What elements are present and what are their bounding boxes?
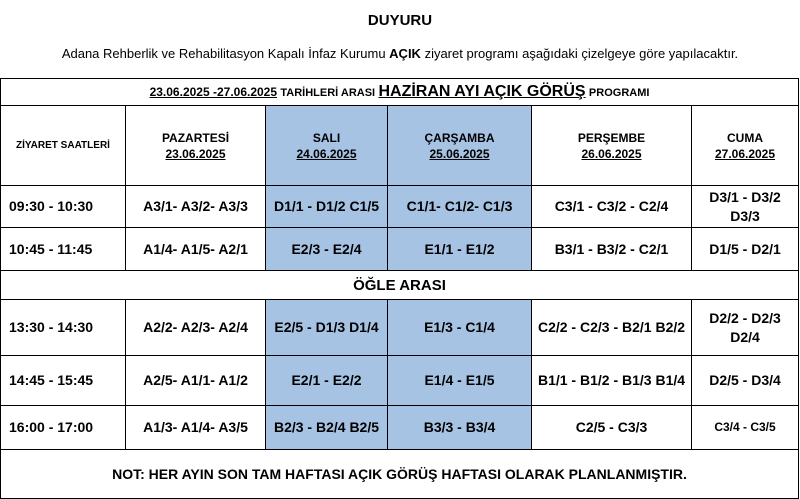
schedule-cell: B3/3 - B3/4	[388, 406, 532, 450]
caption-between: TARİHLERİ ARASI	[280, 87, 376, 99]
day-date: 25.06.2025	[429, 146, 490, 161]
schedule-cell: C2/2 - C2/3 - B2/1 B2/2	[532, 300, 692, 356]
lunch-break-row	[1, 271, 799, 300]
schedule-cell: D1/5 - D2/1	[692, 228, 799, 271]
schedule-cell: D1/1 - D1/2 C1/5	[266, 186, 388, 228]
caption-dates: 23.06.2025 -27.06.2025	[149, 85, 278, 99]
schedule-cell: E2/3 - E2/4	[266, 228, 388, 271]
notice-title: DUYURU	[367, 12, 433, 29]
lunch-break-label: ÖĞLE ARASI	[1, 271, 799, 300]
caption-program-name: HAZİRAN AYI AÇIK GÖRÜŞ	[378, 83, 586, 100]
notice-text	[0, 46, 800, 61]
time-slot: 16:00 - 17:00	[1, 406, 126, 450]
notice-text-end: ziyaret programı aşağıdaki çizelgeye göre yapılacaktır.	[420, 46, 739, 61]
day-name: CUMA	[727, 130, 763, 145]
schedule-cell: C3/1 - C3/2 - C2/4	[532, 186, 692, 228]
schedule-cell: A1/4- A1/5- A2/1	[126, 228, 266, 271]
schedule-cell: C2/5 - C3/3	[532, 406, 692, 450]
schedule-cell: E2/1 - E2/2	[266, 356, 388, 406]
day-date: 26.06.2025	[581, 146, 642, 161]
schedule-cell: E1/1 - E1/2	[388, 228, 532, 271]
day-header-friday	[692, 106, 799, 186]
day-name: PAZARTESİ	[161, 130, 230, 145]
schedule-cell: B3/1 - B3/2 - C2/1	[532, 228, 692, 271]
program-caption	[1, 79, 799, 106]
day-name: SALI	[312, 130, 341, 145]
day-header-thursday	[532, 106, 692, 186]
header-row	[1, 106, 799, 186]
schedule-cell: C1/1- C1/2- C1/3	[388, 186, 532, 228]
schedule-cell: D2/2 - D2/3 D2/4	[692, 300, 799, 356]
caption-program-word: PROGRAMI	[588, 87, 650, 99]
day-header-tuesday	[266, 106, 388, 186]
day-header-monday	[126, 106, 266, 186]
schedule-cell: D2/5 - D3/4	[692, 356, 799, 406]
notice-text-start: Adana Rehberlik ve Rehabilitasyon Kapalı İnfaz Kurumu	[61, 46, 390, 61]
schedule-cell: A2/2- A2/3- A2/4	[126, 300, 266, 356]
day-name: ÇARŞAMBA	[424, 130, 495, 145]
day-date: 24.06.2025	[296, 146, 357, 161]
table-row	[1, 228, 799, 271]
schedule-table	[0, 78, 799, 499]
table-row	[1, 186, 799, 228]
schedule-cell: D3/1 - D3/2 D3/3	[692, 186, 799, 228]
schedule-cell: B1/1 - B1/2 - B1/3 B1/4	[532, 356, 692, 406]
notice-text-bold: AÇIK	[389, 46, 421, 61]
schedule-cell: C3/4 - C3/5	[692, 406, 799, 450]
time-slot: 13:30 - 14:30	[1, 300, 126, 356]
schedule-cell: B2/3 - B2/4 B2/5	[266, 406, 388, 450]
schedule-note: NOT: HER AYIN SON TAM HAFTASI AÇIK GÖRÜŞ HAFTASI OLARAK PLANLANMIŞTIR.	[1, 450, 799, 499]
schedule-cell: E1/3 - C1/4	[388, 300, 532, 356]
day-header-wednesday	[388, 106, 532, 186]
table-row	[1, 300, 799, 356]
time-slot: 09:30 - 10:30	[1, 186, 126, 228]
visit-hours-header: ZİYARET SAATLERİ	[1, 106, 126, 186]
schedule-cell: A3/1- A3/2- A3/3	[126, 186, 266, 228]
day-name: PERŞEMBE	[577, 130, 646, 145]
table-row	[1, 406, 799, 450]
program-caption-row	[1, 79, 799, 106]
time-slot: 10:45 - 11:45	[1, 228, 126, 271]
table-row	[1, 356, 799, 406]
schedule-cell: A2/5- A1/1- A1/2	[126, 356, 266, 406]
day-date: 23.06.2025	[165, 146, 226, 161]
day-date: 27.06.2025	[714, 146, 776, 161]
schedule-cell: E1/4 - E1/5	[388, 356, 532, 406]
note-row	[1, 450, 799, 499]
schedule-cell: A1/3- A1/4- A3/5	[126, 406, 266, 450]
time-slot: 14:45 - 15:45	[1, 356, 126, 406]
schedule-cell: E2/5 - D1/3 D1/4	[266, 300, 388, 356]
